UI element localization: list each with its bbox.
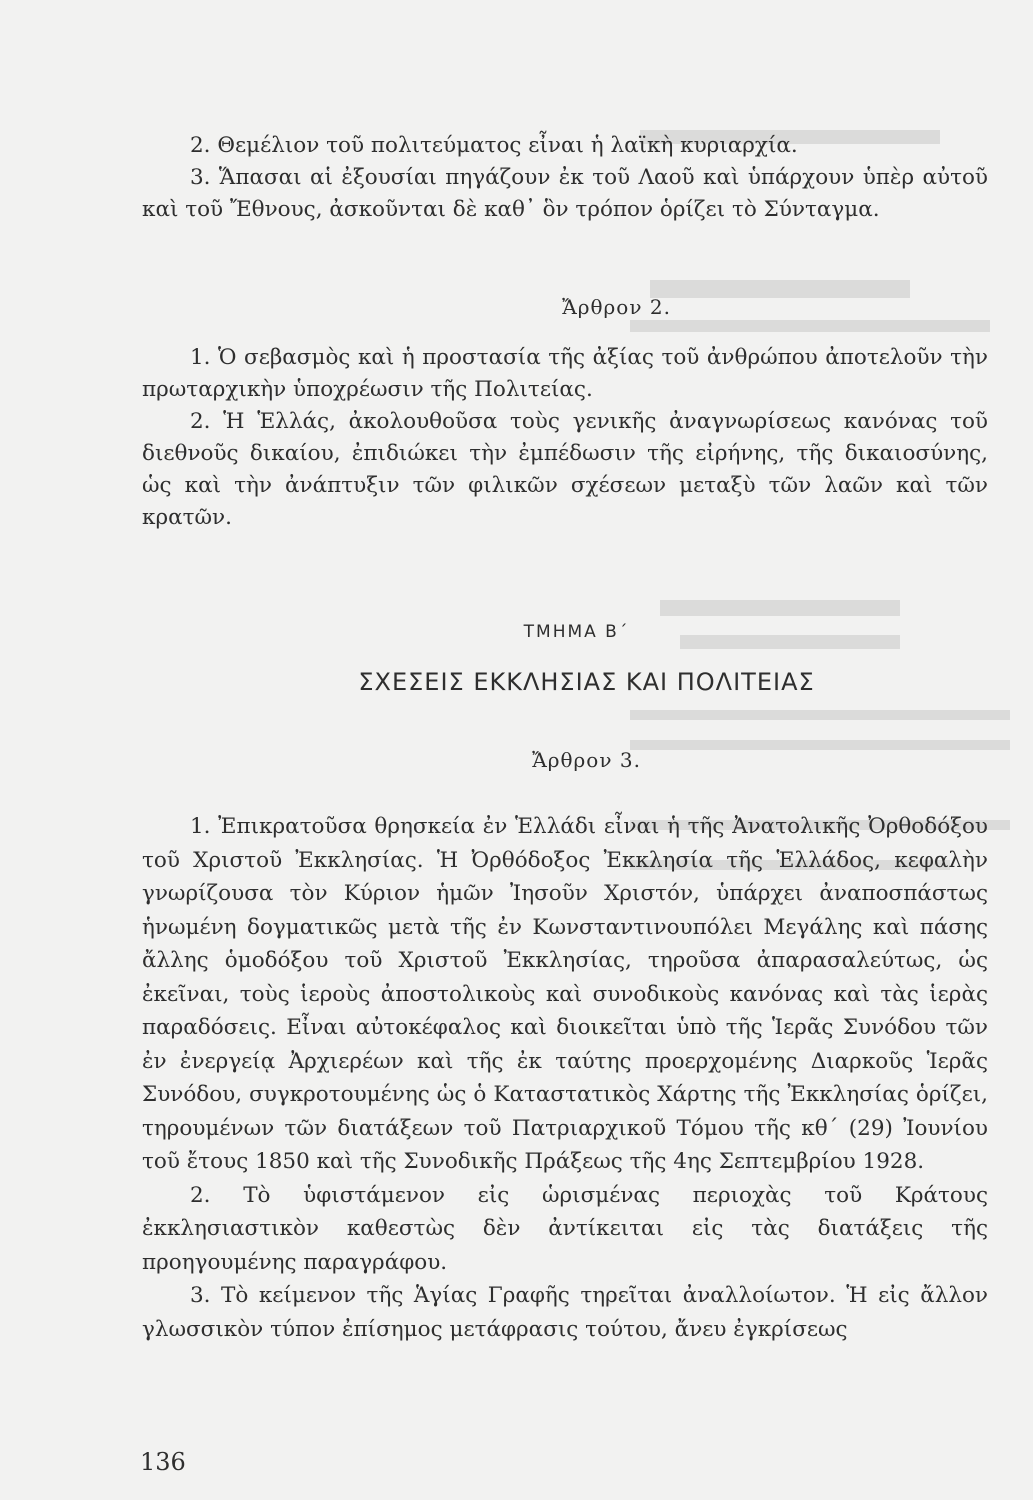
article-3-body <box>142 810 988 1346</box>
article-2-paragraph-1: 1. Ὁ σεβασμὸς καὶ ἡ προστασία τῆς ἀξίας τοῦ ἀνθρώπου ἀποτελοῦν τὴν πρωταρχικὴν ὑποχρέωσιν τῆς Πολιτείας. <box>142 345 988 402</box>
article-3-paragraph-1: 1. Ἐπικρατοῦσα θρησκεία ἐν Ἑλλάδι εἶναι ἡ τῆς Ἀνατολικῆς Ὀρθοδόξου τοῦ Χριστοῦ Ἐκκλησίας. Ἡ Ὀρθόδοξος Ἐκκλησία τῆς Ἑλλάδος, κεφαλὴν γνωρίζουσα τὸν Κύριον ἡμῶν Ἰησοῦν Χριστόν, ὑπάρχει ἀναποσπάστως ἡνωμένη δογματικῶς μετὰ τῆς ἐν Κωνσταντινουπόλει Μεγάλης καὶ πάσης ἄλλης ὁμοδόξου τοῦ Χριστοῦ Ἐκκλησίας, τηροῦσα ἀπαρασαλεύτως, ὡς ἐκεῖναι, τοὺς ἱεροὺς ἀποστολικοὺς καὶ συνοδικοὺς κανόνας καὶ τὰς ἱερὰς παραδόσεις. Εἶναι αὐτοκέφαλος καὶ διοικεῖται ὑπὸ τῆς Ἱερᾶς Συνόδου τῶν ἐν ἐνεργείᾳ Ἀρχιερέων καὶ τῆς ἐκ ταύτης προερχομένης Διαρκοῦς Ἱερᾶς Συνόδου, συγκροτουμένης ὡς ὁ Καταστατικὸς Χάρτης τῆς Ἐκκλησίας ὁρίζει, τηρουμένων τῶν διατάξεων τοῦ Πατριαρχικοῦ Τόμου τῆς κθ΄ (29) Ἰουνίου τοῦ ἔτους 1850 καὶ τῆς Συνοδικῆς Πράξεως τῆς 4ης Σεπτεμβρίου 1928. <box>142 814 988 1174</box>
article-2-body <box>142 342 988 534</box>
article-3-heading: Ἄρθρον 3. <box>532 748 641 772</box>
article-2-heading: Ἄρθρον 2. <box>562 295 671 319</box>
article-1-continuation <box>142 130 988 226</box>
article-1-paragraph-2: 2. Θεμέλιον τοῦ πολιτεύματος εἶναι ἡ λαϊκὴ κυριαρχία. <box>190 133 798 158</box>
section-label: ΤΜΗΜΑ Β΄ <box>523 622 630 642</box>
article-3-paragraph-3: 3. Τὸ κείμενον τῆς Ἁγίας Γραφῆς τηρεῖται ἀναλλοίωτον. Ἡ εἰς ἄλλον γλωσσικὸν τύπον ἐπίσημος μετάφρασις τούτου, ἄνευ ἐγκρίσεως <box>142 1283 988 1342</box>
page-number: 136 <box>140 1448 186 1476</box>
section-title: ΣΧΕΣΕΙΣ ΕΚΚΛΗΣΙΑΣ ΚΑΙ ΠΟΛΙΤΕΙΑΣ <box>358 668 815 696</box>
article-3-paragraph-2: 2. Τὸ ὑφιστάμενον εἰς ὡρισμένας περιοχὰς τοῦ Κράτους ἐκκλησιαστικὸν καθεστὼς δὲν ἀντίκειται εἰς τὰς διατάξεις τῆς προηγουμένης παραγράφου. <box>142 1182 988 1275</box>
article-1-paragraph-3: 3. Ἅπασαι αἱ ἐξουσίαι πηγάζουν ἐκ τοῦ Λαοῦ καὶ ὑπάρχουν ὑπὲρ αὐτοῦ καὶ τοῦ Ἔθνους, ἀσκοῦνται δὲ καθ᾽ ὃν τρόπον ὁρίζει τὸ Σύνταγμα. <box>142 165 988 222</box>
article-2-paragraph-2: 2. Ἡ Ἑλλάς, ἀκολουθοῦσα τοὺς γενικῆς ἀναγνωρίσεως κανόνας τοῦ διεθνοῦς δικαίου, ἐπιδιώκει τὴν ἐμπέδωσιν τῆς εἰρήνης, τῆς δικαιοσύνης, ὡς καὶ τὴν ἀνάπτυξιν τῶν φιλικῶν σχέσεων μεταξὺ τῶν λαῶν καὶ τῶν κρατῶν. <box>142 409 988 530</box>
